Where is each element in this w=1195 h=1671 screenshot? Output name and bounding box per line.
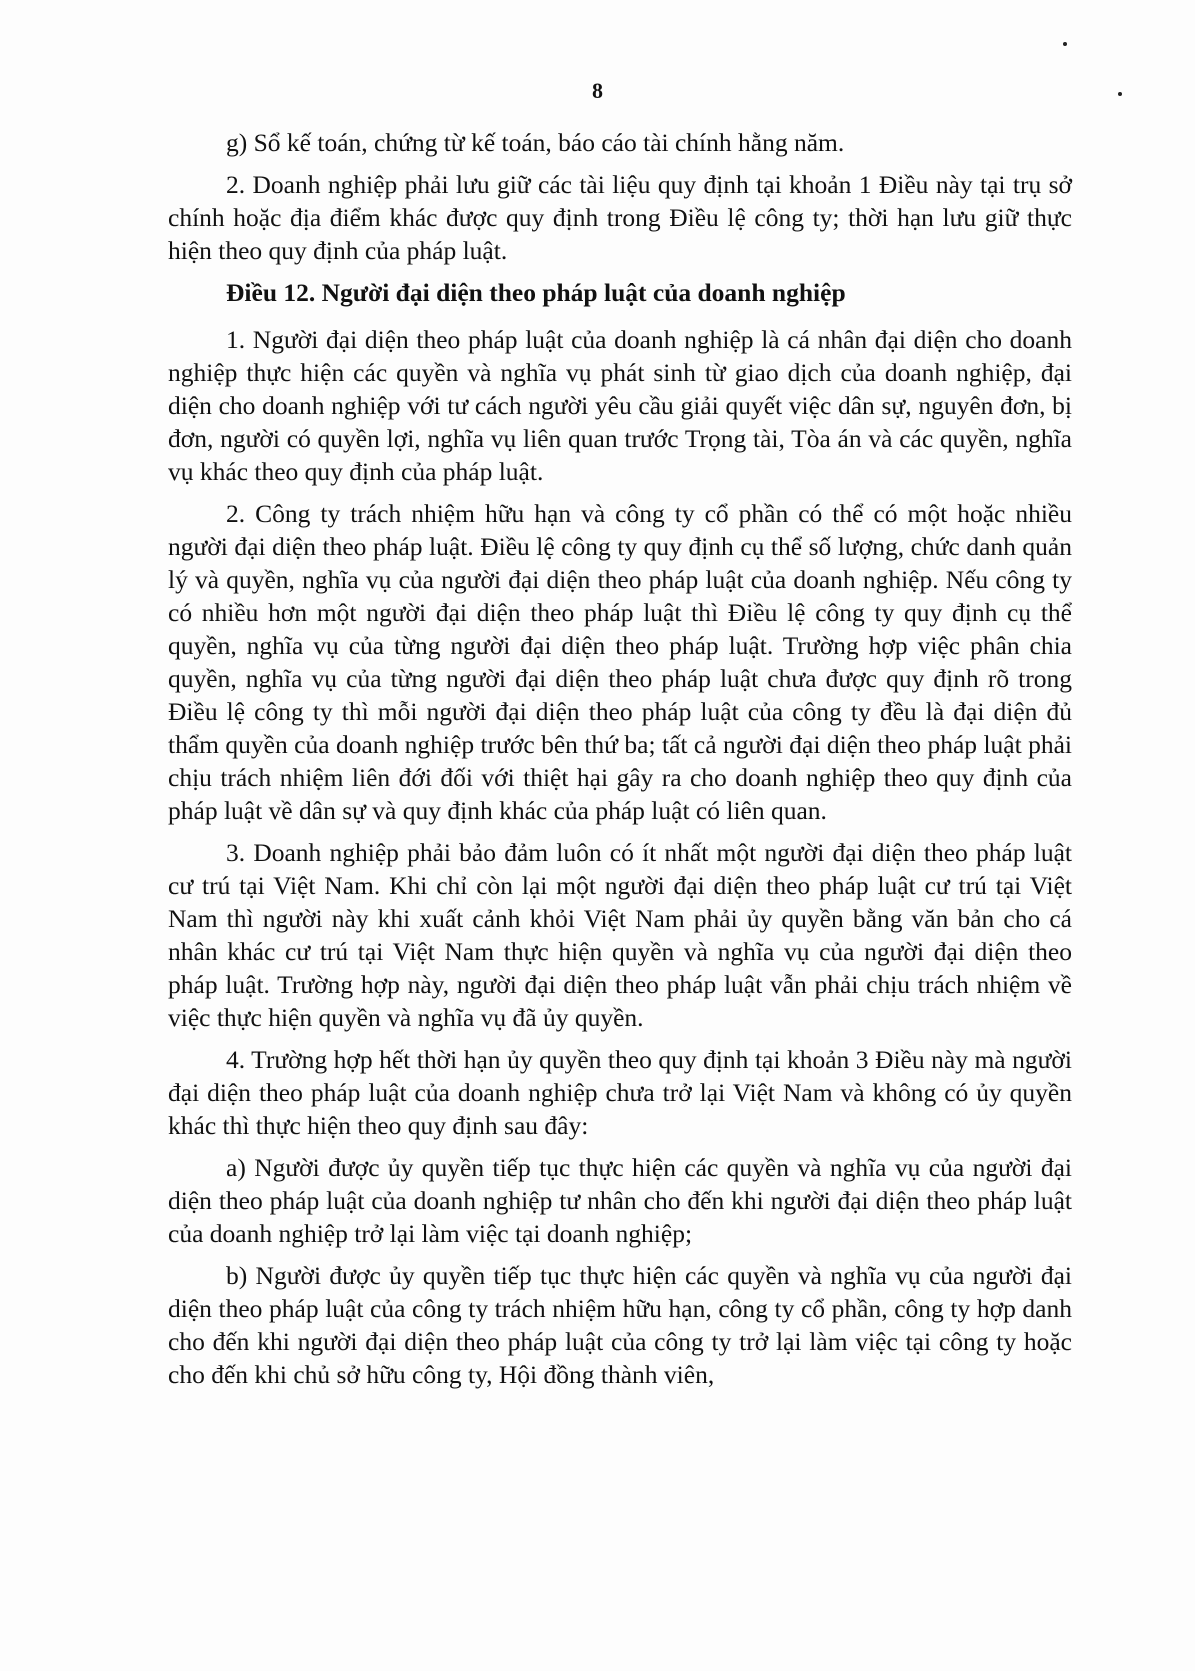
page-number: 8 — [592, 78, 603, 103]
scan-speck — [1118, 92, 1122, 96]
paragraph-clause-2: 2. Công ty trách nhiệm hữu hạn và công ty cổ phần có thể có một hoặc nhiều người đại diện theo pháp luật. Điều lệ công ty quy định cụ thể số lượng, chức danh quản lý và quyền, nghĩa vụ của người đại diện theo pháp luật của doanh nghiệp. Nếu công ty có nhiều hơn một người đại diện theo pháp luật thì Điều lệ công ty quy định cụ thể quyền, nghĩa vụ của từng người đại diện theo pháp luật. Trường hợp việc phân chia quyền, nghĩa vụ của từng người đại diện theo pháp luật chưa được quy định rõ trong Điều lệ công ty thì mỗi người đại diện theo pháp luật của công ty đều là đại diện đủ thẩm quyền của doanh nghiệp trước bên thứ ba; tất cả người đại diện theo pháp luật phải chịu trách nhiệm liên đới đối với thiệt hại gây ra cho doanh nghiệp theo quy định của pháp luật về dân sự và quy định khác của pháp luật có liên quan. — [168, 499, 1072, 825]
paragraph-clause-4: 4. Trường hợp hết thời hạn ủy quyền theo quy định tại khoản 3 Điều này mà người đại diện theo pháp luật của doanh nghiệp chưa trở lại Việt Nam và không có ủy quyền khác thì thực hiện theo quy định sau đây: — [168, 1045, 1072, 1140]
scan-speck — [1063, 42, 1067, 46]
document-body — [168, 126, 1072, 1400]
paragraph-clause-1: 1. Người đại diện theo pháp luật của doanh nghiệp là cá nhân đại diện cho doanh nghiệp thực hiện các quyền và nghĩa vụ phát sinh từ giao dịch của doanh nghiệp, đại diện cho doanh nghiệp với tư cách người yêu cầu giải quyết việc dân sự, nguyên đơn, bị đơn, người có quyền lợi, nghĩa vụ liên quan trước Trọng tài, Tòa án và các quyền, nghĩa vụ khác theo quy định của pháp luật. — [168, 325, 1072, 486]
paragraph-clause-3: 3. Doanh nghiệp phải bảo đảm luôn có ít nhất một người đại diện theo pháp luật cư trú tại Việt Nam. Khi chỉ còn lại một người đại diện theo pháp luật cư trú tại Việt Nam thì người này khi xuất cảnh khỏi Việt Nam phải ủy quyền bằng văn bản cho cá nhân khác cư trú tại Việt Nam thực hiện quyền và nghĩa vụ của người đại diện theo pháp luật. Trường hợp này, người đại diện theo pháp luật vẫn phải chịu trách nhiệm về việc thực hiện quyền và nghĩa vụ đã ủy quyền. — [168, 838, 1072, 1032]
paragraph-item-a: a) Người được ủy quyền tiếp tục thực hiện các quyền và nghĩa vụ của người đại diện theo pháp luật của doanh nghiệp tư nhân cho đến khi người đại diện theo pháp luật của doanh nghiệp trở lại làm việc tại doanh nghiệp; — [168, 1153, 1072, 1248]
paragraph-item-g: g) Sổ kế toán, chứng từ kế toán, báo cáo tài chính hằng năm. — [226, 128, 845, 157]
paragraph-item-b: b) Người được ủy quyền tiếp tục thực hiện các quyền và nghĩa vụ của người đại diện theo pháp luật của công ty trách nhiệm hữu hạn, công ty cổ phần, công ty hợp danh cho đến khi người đại diện theo pháp luật của công ty trở lại làm việc tại công ty hoặc cho đến khi chủ sở hữu công ty, Hội đồng thành viên, — [168, 1261, 1072, 1389]
paragraph-clause-2-storage: 2. Doanh nghiệp phải lưu giữ các tài liệu quy định tại khoản 1 Điều này tại trụ sở chính hoặc địa điểm khác được quy định trong Điều lệ công ty; thời hạn lưu giữ thực hiện theo quy định của pháp luật. — [168, 170, 1072, 265]
article-heading: Điều 12. Người đại diện theo pháp luật của doanh nghiệp — [226, 278, 846, 307]
